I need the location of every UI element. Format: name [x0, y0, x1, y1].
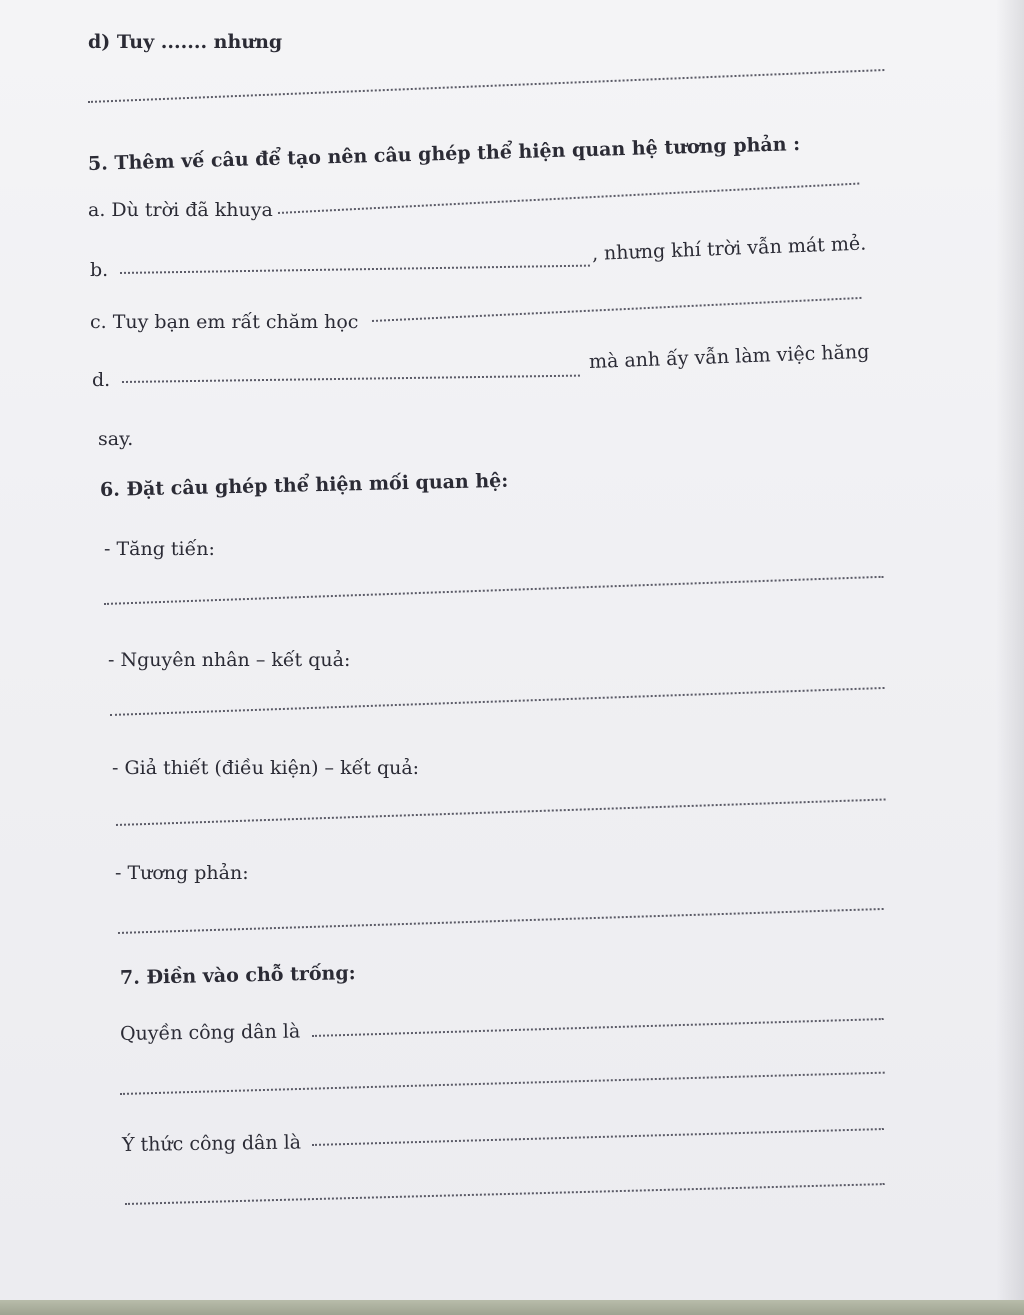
answer-line-y-thuc-cong-dan[interactable]: [312, 1128, 884, 1146]
q5-item-b-label: b.: [90, 259, 109, 281]
desk-surface: [0, 1300, 1024, 1315]
q6-title: 6. Đặt câu ghép thể hiện mối quan hệ:: [99, 469, 509, 501]
q5-item-c: c. Tuy bạn em rất chăm học: [90, 311, 359, 333]
answer-line-5b[interactable]: [120, 265, 590, 274]
answer-line-5d[interactable]: [122, 375, 580, 383]
answer-line-5c[interactable]: [372, 297, 862, 322]
answer-line-nguyen-nhan[interactable]: [110, 687, 885, 716]
answer-line-5a[interactable]: [278, 183, 859, 214]
q7-quyen-cong-dan: Quyền công dân là: [119, 1020, 301, 1045]
answer-line-quyen-cong-dan[interactable]: [312, 1018, 884, 1037]
answer-line-quyen-cong-dan-2[interactable]: [120, 1072, 885, 1095]
answer-line-d[interactable]: [88, 69, 884, 103]
q5-item-a: a. Dù trời đã khuya: [88, 199, 273, 221]
answer-line-tang-tien[interactable]: [104, 576, 884, 605]
answer-line-tuong-phan[interactable]: [118, 908, 884, 934]
q7-title: 7. Điền vào chỗ trống:: [119, 962, 356, 989]
q6-item-tang-tien: - Tăng tiến:: [104, 538, 215, 560]
q5-item-d-continuation: say.: [98, 428, 134, 450]
q5-item-d-label: d.: [92, 369, 111, 391]
q5-item-b-suffix: , nhưng khí trời vẫn mát mẻ.: [591, 232, 867, 265]
q6-item-gia-thiet: - Giả thiết (điều kiện) – kết quả:: [112, 757, 420, 779]
q5-title: 5. Thêm vế câu để tạo nên câu ghép thể hiện quan hệ tương phản :: [87, 133, 801, 175]
answer-line-y-thuc-cong-dan-2[interactable]: [125, 1183, 885, 1205]
q5-item-d-suffix: mà anh ấy vẫn làm việc hăng: [588, 340, 870, 373]
q7-y-thuc-cong-dan: Ý thức công dân là: [121, 1131, 302, 1156]
q6-item-tuong-phan: - Tương phản:: [115, 862, 249, 884]
answer-line-gia-thiet[interactable]: [116, 798, 886, 826]
item-d-label: d) Tuy ....... nhưng: [88, 31, 283, 53]
q6-item-nguyen-nhan: - Nguyên nhân – kết quả:: [108, 649, 351, 671]
